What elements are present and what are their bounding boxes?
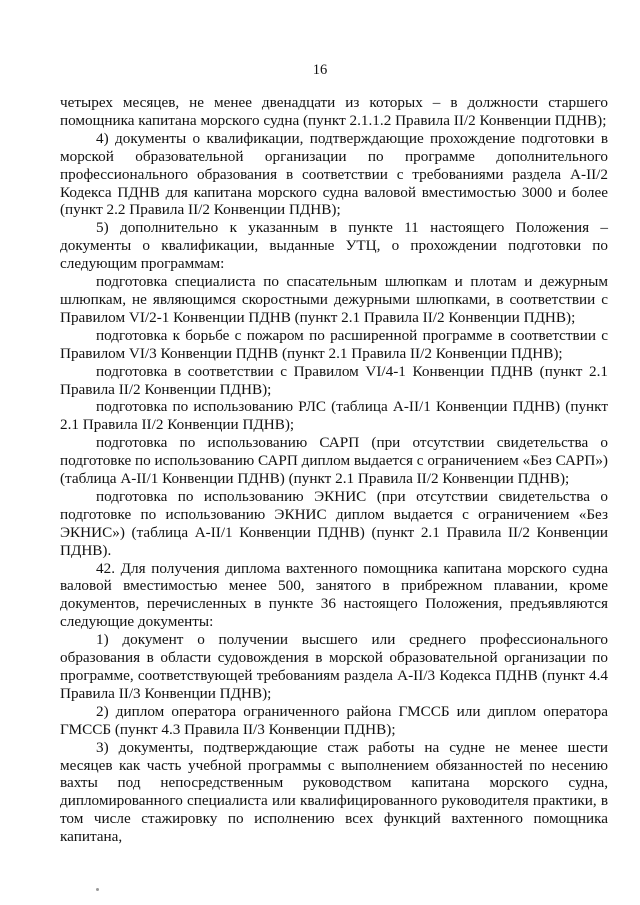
paragraph: подготовка специалиста по спасательным шлюпкам и плотам и дежурным шлюпкам, не являющимся скоростными дежурными шлюпками, в соответствии с Правилом VI/2-1 Конвенции ПДНВ (пункт 2.1 Правила II/2 Конвенции ПДНВ);	[60, 273, 608, 326]
paragraph: подготовка к борьбе с пожаром по расширенной программе в соответствии с Правилом VI/3 Конвенции ПДНВ (пункт 2.1 Правила II/2 Конвенции ПДНВ);	[60, 326, 608, 362]
page-number: 16	[312, 62, 328, 78]
paragraph: 42. Для получения диплома вахтенного помощника капитана морского судна валовой вместимостью менее 500, занятого в прибрежном плавании, кроме документов, перечисленных в пункте 36 настоящего Положения, предъявляются следующие документы:	[60, 559, 608, 631]
paragraph: 4) документы о квалификации, подтверждающие прохождение подготовки в морской образовательной организации по программе дополнительного профессионального образования в соответствии с требованиями раздела A-II/2 Кодекса ПДНВ для капитана морского судна валовой вместимостью 3000 и более (пункт 2.2 Правила II/2 Конвенции ПДНВ);	[60, 129, 608, 219]
paragraph: четырех месяцев, не менее двенадцати из которых – в должности старшего помощника капитана морского судна (пункт 2.1.1.2 Правила II/2 Конвенции ПДНВ);	[60, 94, 608, 129]
paragraph: подготовка по использованию РЛС (таблица A-II/1 Конвенции ПДНВ) (пункт 2.1 Правила II/2 Конвенции ПДНВ);	[60, 398, 608, 434]
scan-speck	[96, 888, 99, 891]
paragraph: 1) документ о получении высшего или среднего профессионального образования в области судовождения в морской образовательной организации по программе, соответствующей требованиям раздела A-II/3 Кодекса ПДНВ (пункт 4.4 Правила II/3 Конвенции ПДНВ);	[60, 631, 608, 702]
paragraph: подготовка в соответствии с Правилом VI/4-1 Конвенции ПДНВ (пункт 2.1 Правила II/2 Конвенции ПДНВ);	[60, 362, 608, 398]
paragraph: 5) дополнительно к указанным в пункте 11 настоящего Положения – документы о квалификации, выданные УТЦ, о прохождении подготовки по следующим программам:	[60, 219, 608, 273]
paragraph: подготовка по использованию САРП (при отсутствии свидетельства о подготовке по использованию САРП диплом выдается с ограничением «Без САРП») (таблица A-II/1 Конвенции ПДНВ) (пункт 2.1 Правила II/2 Конвенции ПДНВ);	[60, 434, 608, 488]
paragraph: 3) документы, подтверждающие стаж работы на судне не менее шести месяцев как часть учебной программы с выполнением обязанностей по несению вахты под непосредственным руководством капитана морского судна, дипломированного специалиста или квалифицированного руководителя практики, в том числе стажировку по исполнению всех функций вахтенного помощника капитана,	[60, 738, 608, 846]
paragraph: подготовка по использованию ЭКНИС (при отсутствии свидетельства о подготовке по использованию ЭКНИС диплом выдается с ограничением «Без ЭКНИС») (таблица A-II/1 Конвенции ПДНВ) (пункт 2.1 Правила II/2 Конвенции ПДНВ).	[60, 487, 608, 559]
paragraph: 2) диплом оператора ограниченного района ГМССБ или диплом оператора ГМССБ (пункт 4.3 Правила II/3 Конвенции ПДНВ);	[60, 702, 608, 738]
document-body	[60, 94, 608, 846]
